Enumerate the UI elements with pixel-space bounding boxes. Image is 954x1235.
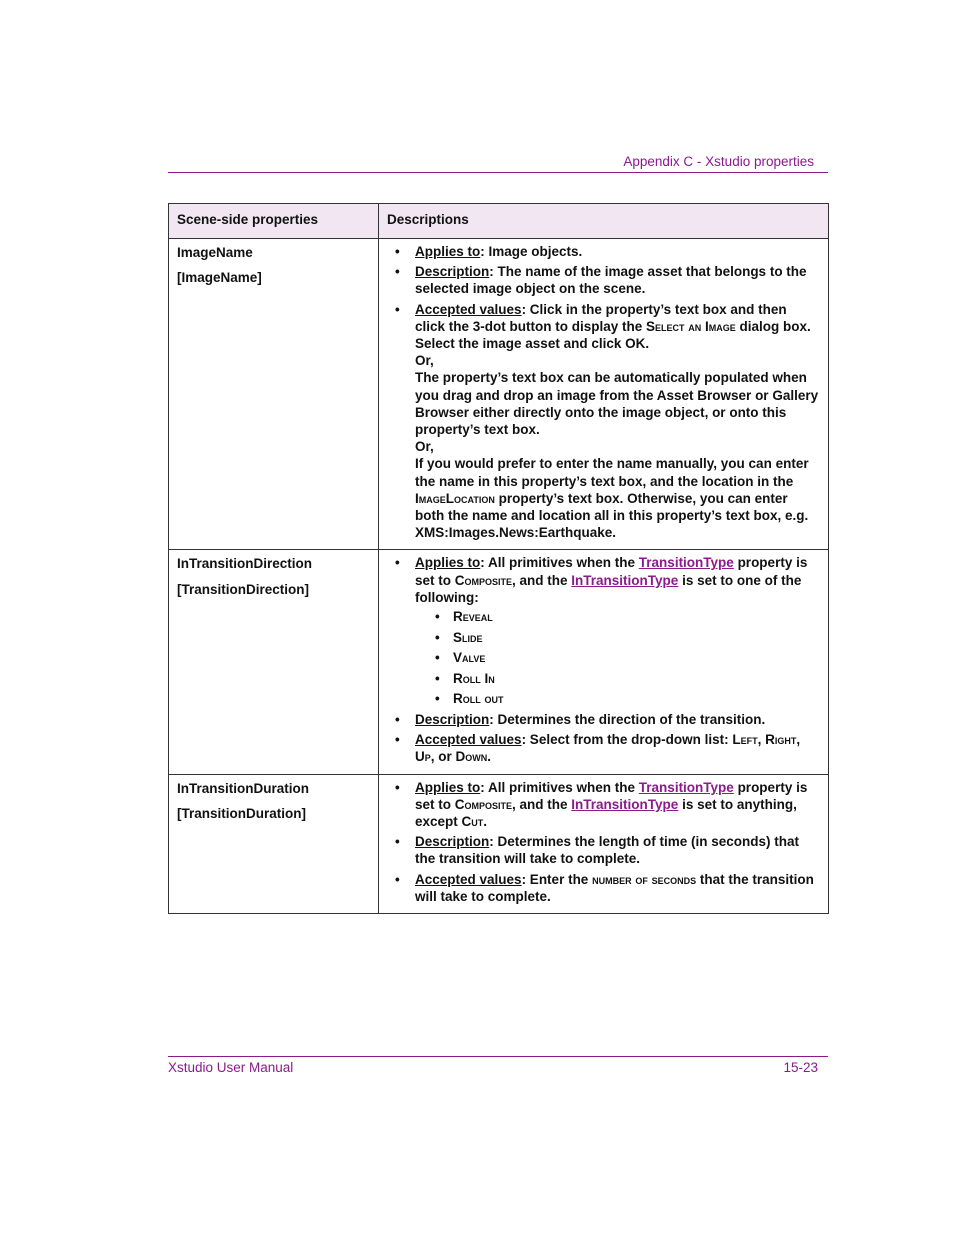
paragraph [415, 455, 820, 541]
table-row [169, 239, 829, 550]
option-item: • Roll out [415, 690, 820, 707]
description-label: Description [415, 264, 490, 280]
applies-text: is set to one of the following: [415, 572, 802, 605]
applies-text: property is set to [415, 555, 808, 588]
property-alias: [TransitionDuration] [177, 805, 306, 821]
transition-type-link[interactable]: TransitionType [638, 555, 734, 571]
separator: , [757, 732, 766, 748]
bullet-list [387, 779, 820, 905]
list-item [387, 731, 820, 765]
option-item: • Roll In [415, 670, 820, 687]
or-text: Or, [415, 353, 434, 369]
punctuation: . [645, 336, 650, 352]
accepted-values-label: Accepted values [415, 871, 522, 887]
bullet-list [387, 243, 820, 541]
property-name: InTransitionDirection [177, 556, 313, 572]
applies-label: Applies to [415, 555, 481, 571]
value-cut: Cut [461, 814, 484, 830]
separator: , [796, 732, 801, 748]
list-item [387, 301, 820, 542]
in-transition-type-link[interactable]: InTransitionType [571, 796, 679, 812]
punctuation: . [483, 814, 488, 830]
accepted-text: that the transition will take to complete. [415, 871, 814, 904]
accepted-text: dialog box. Select the image asset and click [415, 318, 811, 352]
table-header-row [169, 204, 829, 239]
property-alias: [ImageName] [177, 270, 262, 286]
paragraph-text: If you would prefer to enter the name manually, you can enter the name in this property’s text box, and the location in the [415, 456, 809, 489]
description-label: Description [415, 712, 490, 728]
accepted-text: : Click in the property’s text box and then click the 3-dot button to display the [415, 301, 787, 334]
applies-text: , and the [512, 572, 572, 588]
separator: , or [430, 749, 456, 765]
manual-title: Xstudio User Manual [168, 1060, 294, 1075]
property-name: ImageName [177, 245, 253, 260]
value-right: Right [765, 732, 797, 748]
property-name: InTransitionDuration [177, 780, 310, 796]
applies-text: is set to anything, except [415, 796, 797, 830]
number-of-seconds: number of seconds [592, 871, 697, 887]
accepted-values-label: Accepted values [415, 732, 522, 748]
applies-text: : All primitives when the [480, 779, 639, 795]
paragraph: The property’s text box can be automatically populated when you drag and drop an image from the Asset Browser or Gallery Browser either directly onto the image object, or onto this property’s text box. [415, 370, 819, 438]
applies-text: property is set to [415, 779, 808, 812]
option-item: • Valve [415, 649, 820, 666]
table-row [169, 550, 829, 774]
list-item [387, 871, 820, 905]
accepted-values-label: Accepted values [415, 301, 522, 317]
property-description-cell [379, 550, 829, 774]
properties-table [168, 203, 829, 914]
property-name-cell [169, 239, 379, 550]
ok-label: OK [625, 336, 646, 352]
description-text: : The name of the image asset that belongs to the selected image object on the scene. [415, 264, 807, 297]
option-item: • Slide [415, 629, 820, 646]
property-description-cell [379, 774, 829, 913]
column-header-properties: Scene-side properties [169, 204, 379, 239]
property-alias: [TransitionDirection] [177, 581, 310, 597]
in-transition-type-link[interactable]: InTransitionType [571, 572, 679, 588]
applies-label: Applies to [415, 244, 481, 259]
applies-text: : Image objects. [480, 244, 583, 259]
property-name-cell [169, 550, 379, 774]
dialog-name: Select an Image [646, 318, 736, 334]
header-rule [168, 172, 828, 173]
table-row [169, 774, 829, 913]
running-header: Appendix C - Xstudio properties [623, 154, 814, 169]
applies-text: , and the [512, 796, 572, 812]
description-text: : Determines the length of time (in seconds) that the transition will take to complete. [415, 834, 800, 867]
footer-rule [168, 1056, 828, 1057]
list-item [387, 263, 820, 297]
page-number: 15-23 [783, 1060, 818, 1075]
value-up: Up [415, 749, 431, 765]
value-down: Down [455, 749, 488, 765]
list-item [387, 554, 820, 707]
list-item [387, 833, 820, 867]
list-item [387, 243, 820, 260]
property-name-cell [169, 774, 379, 913]
description-label: Description [415, 834, 490, 850]
option-list [415, 608, 820, 708]
applies-label: Applies to [415, 779, 481, 795]
punctuation: . [487, 749, 492, 765]
accepted-text: : Enter the [521, 871, 593, 887]
property-reference: ImageLocation [415, 490, 495, 506]
value-composite: Composite [454, 572, 513, 588]
list-item [387, 711, 820, 728]
applies-text: : All primitives when the [480, 555, 639, 571]
list-item [387, 779, 820, 831]
accepted-text: : Select from the drop-down list: [521, 732, 733, 748]
or-text: Or, [415, 439, 434, 455]
paragraph-text: property’s text box. Otherwise, you can enter both the name and location all in this property’s text box, e.g. XMS:Images.News:Earthquake. [415, 490, 809, 541]
value-composite: Composite [454, 796, 513, 812]
description-text: : Determines the direction of the transition. [489, 712, 766, 728]
transition-type-link[interactable]: TransitionType [638, 779, 734, 795]
option-item: • Reveal [415, 608, 820, 625]
bullet-list [387, 554, 820, 765]
column-header-descriptions: Descriptions [379, 204, 829, 239]
value-left: Left [732, 732, 758, 748]
property-description-cell [379, 239, 829, 550]
